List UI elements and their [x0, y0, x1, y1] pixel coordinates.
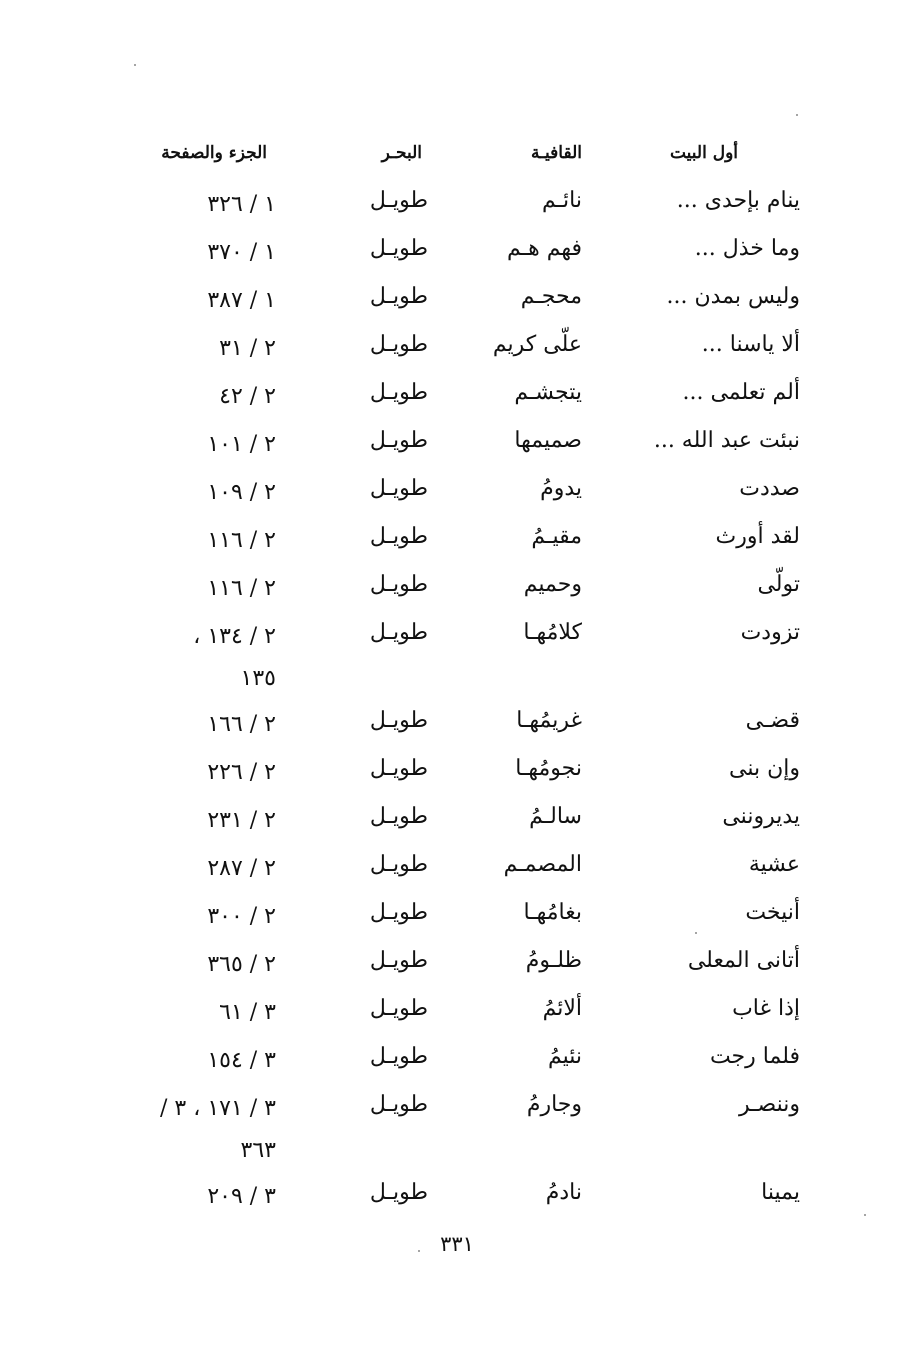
- meter-cell: طويـل: [369, 332, 428, 357]
- rhyme-cell: يدومُ: [540, 476, 582, 501]
- scan-speck: [418, 1250, 420, 1252]
- rhyme-cell: مقيـمُ: [531, 524, 582, 549]
- meter-cell: طويـل: [369, 1180, 428, 1205]
- ref-cell: ٢ / ٣٠٠: [207, 904, 276, 929]
- rhyme-cell: يتجشـم: [514, 380, 582, 405]
- rhyme-cell: وحميم: [523, 572, 582, 597]
- rhyme-cell: فهم هـم: [507, 236, 582, 261]
- rhyme-cell: ظلـومُ: [525, 948, 582, 973]
- rhyme-cell: نائـم: [541, 188, 582, 213]
- ref-cell: ٢ / ٣٦٥: [207, 952, 276, 977]
- meter-cell: طويـل: [369, 900, 428, 925]
- table-row: [0, 988, 914, 1036]
- table-row: [0, 228, 914, 276]
- meter-cell: طويـل: [369, 1092, 428, 1117]
- first-line-cell: يديروننى: [722, 804, 800, 829]
- table-row: [0, 1172, 914, 1220]
- first-line-cell: تولّى: [757, 572, 800, 597]
- table-row: [0, 844, 914, 892]
- page-number: ٣٣١: [440, 1232, 474, 1256]
- first-line-cell: ألا ياسنا ...: [701, 332, 800, 357]
- meter-cell: طويـل: [369, 948, 428, 973]
- ref-cell: ٢ / ٤٢: [219, 384, 276, 409]
- first-line-cell: عشية: [748, 852, 800, 877]
- rhyme-cell: صميمها: [514, 428, 582, 453]
- table-row: [0, 276, 914, 324]
- meter-cell: طويـل: [369, 524, 428, 549]
- rhyme-cell: غريمُهـا: [516, 708, 582, 733]
- first-line-cell: نبئت عبد الله ...: [653, 428, 800, 453]
- first-line-cell: فلما رجت: [709, 1044, 800, 1069]
- ref-cell: ٣ / ١٧١ ، ٣ / ٣٦٣: [159, 1096, 276, 1163]
- meter-cell: طويـل: [369, 380, 428, 405]
- scan-speck: [695, 932, 697, 934]
- rhyme-cell: نجومُهـا: [515, 756, 582, 781]
- first-line-cell: ألم تعلمى ...: [682, 380, 800, 405]
- ref-cell: ٢ / ٢٣١: [207, 808, 276, 833]
- first-line-cell: يمينا: [761, 1180, 800, 1205]
- rhyme-cell: ألائمُ: [542, 996, 582, 1021]
- ref-cell: ٢ / ١١٦: [207, 576, 276, 601]
- table-row: [0, 1036, 914, 1084]
- first-line-cell: قضـى: [745, 708, 800, 733]
- table-row: [0, 468, 914, 516]
- rhyme-cell: بغامُهـا: [523, 900, 582, 925]
- header-rhyme: القافيـة: [530, 143, 582, 163]
- header-volume-page: الجزء والصفحة: [161, 143, 267, 163]
- scan-speck: [864, 1214, 866, 1216]
- scan-speck: [796, 114, 798, 116]
- table-row: [0, 180, 914, 228]
- ref-cell: ٢ / ١٣٤ ، ١٣٥: [193, 624, 276, 691]
- first-line-cell: وما خذل ...: [694, 236, 800, 261]
- meter-cell: طويـل: [369, 756, 428, 781]
- ref-cell: ٢ / ١٠١: [207, 432, 276, 457]
- ref-cell: ٢ / ٢٢٦: [207, 760, 276, 785]
- header-first-line: أول البيت: [669, 143, 738, 163]
- rhyme-cell: علّى كريم: [492, 332, 582, 357]
- header-meter: البحـر: [381, 143, 422, 163]
- first-line-cell: وليس بمدن ...: [666, 284, 800, 309]
- ref-cell: ٢ / ٣١: [219, 336, 276, 361]
- first-line-cell: أتانى المعلى: [687, 948, 800, 973]
- first-line-cell: وإن بنى: [729, 756, 800, 781]
- table-row: [0, 324, 914, 372]
- first-line-cell: صددت: [739, 476, 800, 501]
- ref-cell: ٢ / ١٦٦: [207, 712, 276, 737]
- first-line-cell: لقد أورث: [715, 524, 800, 549]
- meter-cell: طويـل: [369, 188, 428, 213]
- rhyme-cell: المصمـم: [503, 852, 582, 877]
- table-row: [0, 700, 914, 748]
- meter-cell: طويـل: [369, 620, 428, 645]
- first-line-cell: ينام بإحدى ...: [676, 188, 800, 213]
- rhyme-cell: كلامُهـا: [523, 620, 582, 645]
- ref-cell: ٣ / ٦١: [219, 1000, 276, 1025]
- table-row: [0, 748, 914, 796]
- first-line-cell: تزودت: [740, 620, 800, 645]
- meter-cell: طويـل: [369, 1044, 428, 1069]
- ref-cell: ٢ / ١١٦: [207, 528, 276, 553]
- rhyme-cell: محجـم: [520, 284, 582, 309]
- meter-cell: طويـل: [369, 284, 428, 309]
- meter-cell: طويـل: [369, 804, 428, 829]
- ref-cell: ٢ / ٢٨٧: [207, 856, 276, 881]
- first-line-cell: أنيخت: [745, 900, 800, 925]
- table-row: [0, 940, 914, 988]
- table-row: [0, 612, 914, 700]
- table-row: [0, 1084, 914, 1172]
- meter-cell: طويـل: [369, 476, 428, 501]
- meter-cell: طويـل: [369, 996, 428, 1021]
- table-row: [0, 796, 914, 844]
- rhyme-cell: نادمُ: [545, 1180, 582, 1205]
- meter-cell: طويـل: [369, 852, 428, 877]
- meter-cell: طويـل: [369, 708, 428, 733]
- table-row: [0, 892, 914, 940]
- ref-cell: ١ / ٣٢٦: [207, 192, 276, 217]
- meter-cell: طويـل: [369, 428, 428, 453]
- table-row: [0, 564, 914, 612]
- table-row: [0, 372, 914, 420]
- meter-cell: طويـل: [369, 236, 428, 261]
- rhyme-cell: وجارمُ: [526, 1092, 582, 1117]
- index-table: [0, 180, 914, 1220]
- scan-speck: [134, 64, 136, 66]
- table-row: [0, 420, 914, 468]
- rhyme-cell: نئيمُ: [547, 1044, 582, 1069]
- first-line-cell: وننصـر: [738, 1092, 800, 1117]
- ref-cell: ١ / ٣٧٠: [207, 240, 276, 265]
- ref-cell: ١ / ٣٨٧: [207, 288, 276, 313]
- table-row: [0, 516, 914, 564]
- meter-cell: طويـل: [369, 572, 428, 597]
- first-line-cell: إذا غاب: [732, 996, 800, 1021]
- ref-cell: ٢ / ١٠٩: [207, 480, 276, 505]
- ref-cell: ٣ / ٢٠٩: [207, 1184, 276, 1209]
- ref-cell: ٣ / ١٥٤: [207, 1048, 276, 1073]
- rhyme-cell: سالـمُ: [529, 804, 582, 829]
